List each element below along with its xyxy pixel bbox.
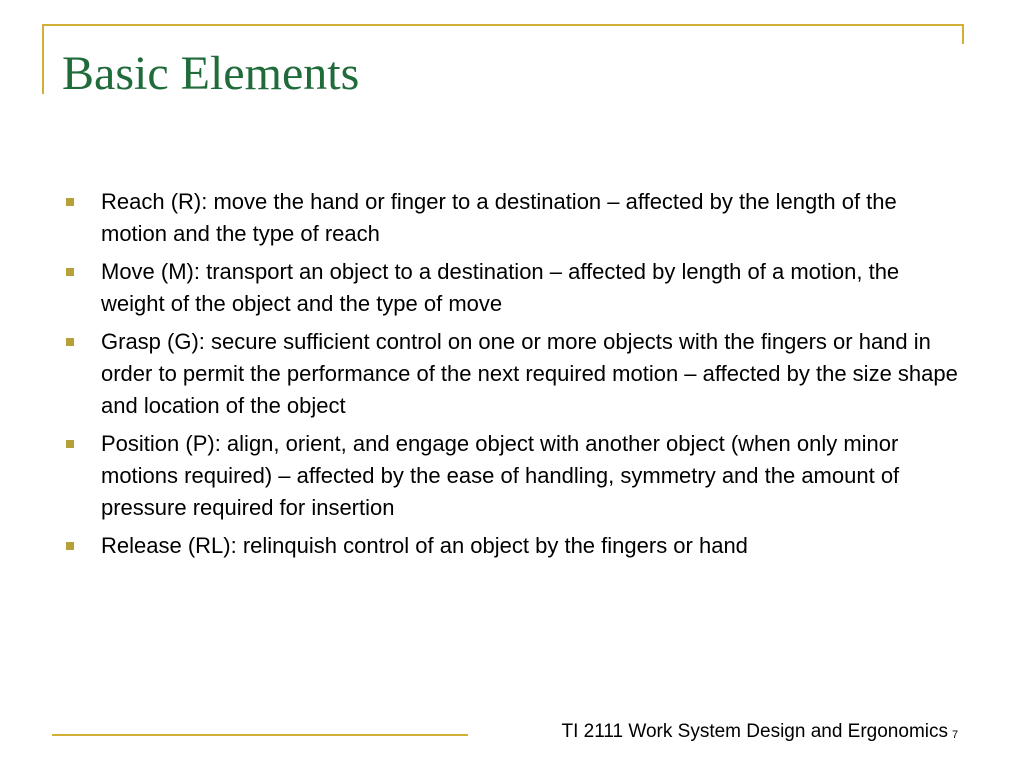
bullet-text: Reach (R): move the hand or finger to a destination – affected by the length of the motion and the type of reach (101, 189, 897, 246)
bullet-text: Grasp (G): secure sufficient control on one or more objects with the fingers or hand in order to permit the performance of the next required motion – affected by the size shape and location of the object (101, 329, 958, 418)
bullet-text: Move (M): transport an object to a destination – affected by length of a motion, the weight of the object and the type of move (101, 259, 900, 316)
frame-right-rule (962, 24, 964, 44)
square-bullet-icon (66, 338, 74, 346)
bullet-text: Release (RL): relinquish control of an object by the fingers or hand (101, 533, 748, 558)
square-bullet-icon (66, 198, 74, 206)
bullet-item-move (66, 256, 958, 320)
square-bullet-icon (66, 268, 74, 276)
bullet-item-release (66, 530, 958, 562)
square-bullet-icon (66, 440, 74, 448)
footer-rule (52, 734, 468, 736)
square-bullet-icon (66, 542, 74, 550)
frame-top-rule (42, 24, 964, 26)
footer-course-title: TI 2111 Work System Design and Ergonomics (561, 721, 948, 742)
bullet-item-grasp (66, 326, 958, 422)
page-number: 7 (952, 729, 959, 741)
frame-left-rule (42, 24, 44, 94)
bullet-item-position (66, 428, 958, 524)
slide-title: Basic Elements (62, 47, 360, 100)
bullet-item-reach (66, 186, 958, 250)
bullet-list (66, 186, 958, 568)
bullet-text: Position (P): align, orient, and engage object with another object (when only minor motions required) – affected by the ease of handling, symmetry and the amount of pressure required for insertion (101, 431, 900, 520)
